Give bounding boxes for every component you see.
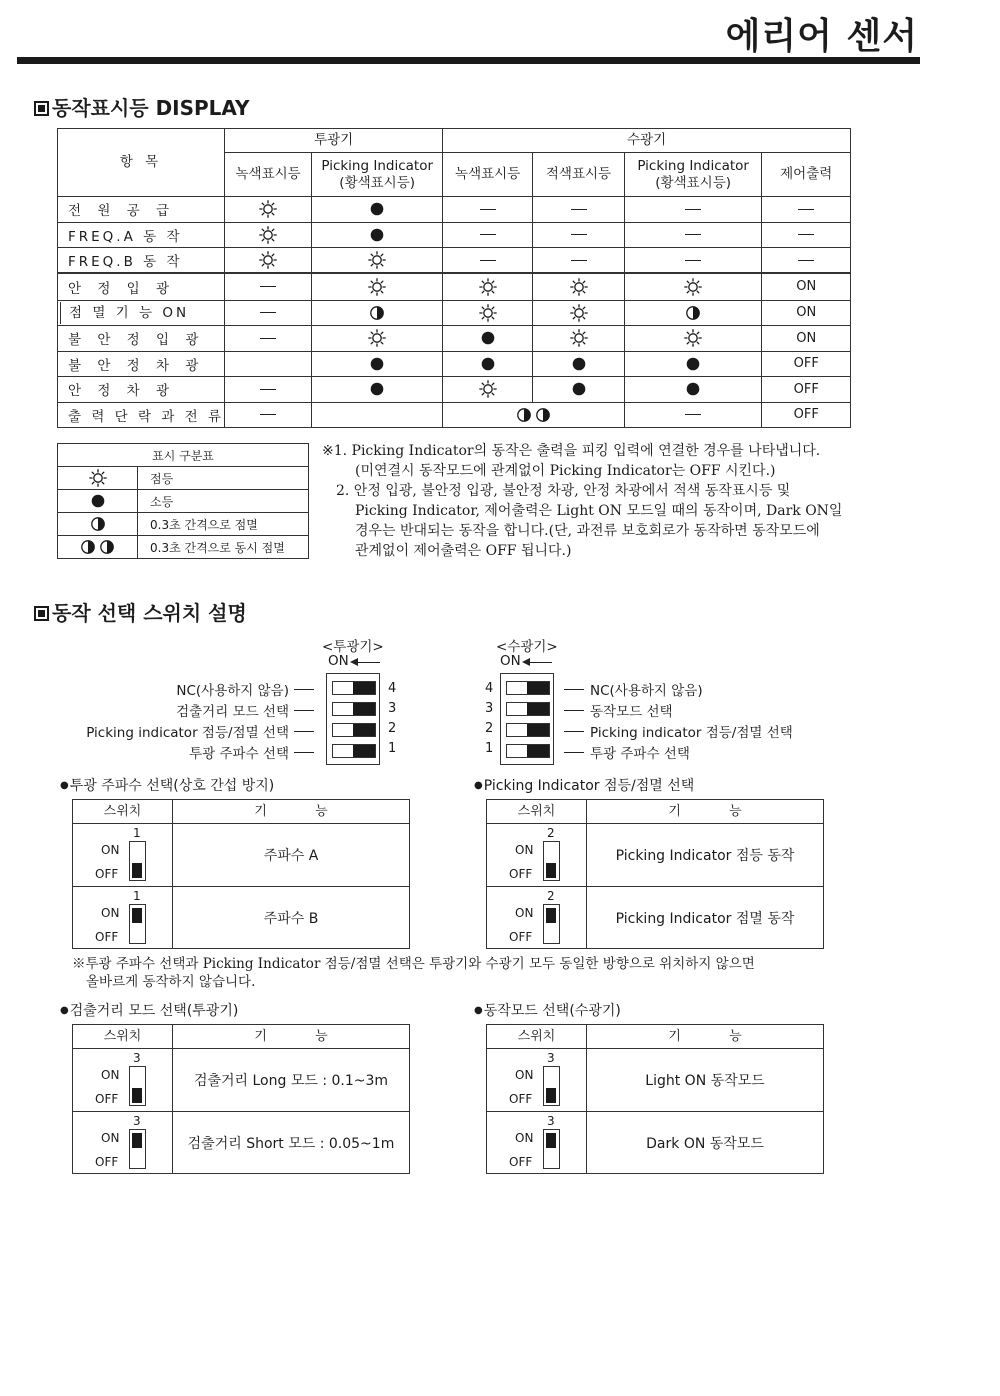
lamp-off-icon bbox=[684, 380, 702, 398]
dash-mark bbox=[260, 338, 276, 339]
cell-3 bbox=[533, 248, 625, 274]
dash-mark bbox=[685, 260, 701, 261]
header-emitter-picking: Picking Indicator (황색표시등) bbox=[312, 153, 443, 197]
table-row bbox=[58, 197, 851, 223]
receiver-switch-numbers: 4 3 2 1 bbox=[485, 681, 494, 756]
switch-table bbox=[486, 799, 824, 949]
dip-switch-off-icon bbox=[543, 841, 560, 881]
lamp-off-icon bbox=[89, 492, 107, 510]
header-item: 항 목 bbox=[58, 129, 225, 197]
switch-table-row: 2 ON OFF Picking Indicator 점멸 동작 bbox=[487, 886, 823, 948]
dip-switch-on-icon bbox=[129, 904, 146, 944]
header-receiver-red: 적색표시등 bbox=[533, 153, 625, 197]
legend-table bbox=[57, 443, 309, 559]
table-row bbox=[58, 222, 851, 248]
cell-output bbox=[762, 197, 851, 223]
switch-table-header: 스위치 기 능 bbox=[73, 1025, 409, 1049]
dip-switch-1 bbox=[506, 744, 550, 758]
table-row bbox=[58, 300, 851, 326]
dip-switch-3 bbox=[506, 702, 550, 716]
note-line: 2. 안정 입광, 불안정 입광, 불안정 차광, 안정 차광에서 적색 동작표시등 및 bbox=[336, 483, 791, 499]
row-label: 전 원 공 급 bbox=[58, 197, 225, 223]
dip-switch-3 bbox=[332, 702, 376, 716]
switch-table-header: 스위치 기 능 bbox=[73, 800, 409, 824]
arrow-left-icon bbox=[352, 662, 380, 663]
lamp-off-icon bbox=[368, 380, 386, 398]
legend-label: 점등 bbox=[138, 467, 309, 490]
dash-mark bbox=[260, 312, 276, 313]
emitter-label-nc: NC(사용하지 않음) bbox=[176, 683, 289, 699]
row-label: FREQ.A 동 작 bbox=[58, 222, 225, 248]
cell-4 bbox=[624, 326, 762, 352]
cell-emitter-green bbox=[225, 402, 312, 428]
leader-line bbox=[294, 731, 314, 732]
dash-mark bbox=[798, 260, 814, 261]
dash-mark bbox=[480, 209, 496, 210]
emitter-label-picking: Picking indicator 점등/점멸 선택 bbox=[86, 725, 289, 741]
legend-symbol bbox=[58, 536, 138, 559]
cell-3 bbox=[533, 326, 625, 352]
dash-mark bbox=[798, 209, 814, 210]
receiver-dip-switch bbox=[500, 673, 554, 765]
cell-2 bbox=[443, 300, 533, 326]
dash-mark bbox=[571, 260, 587, 261]
display-table bbox=[57, 128, 851, 428]
cell-1 bbox=[312, 248, 443, 274]
table-row bbox=[58, 377, 851, 403]
cell-output: ON bbox=[762, 326, 851, 352]
switch-section-heading: 동작 선택 스위치 설명 bbox=[34, 597, 247, 626]
note-line: 경우는 반대되는 동작을 합니다.(단, 과전류 보호회로가 동작하면 동작모드에 bbox=[355, 523, 820, 539]
dip-switch-2 bbox=[332, 723, 376, 737]
legend-symbol bbox=[58, 490, 138, 513]
cell-0 bbox=[225, 377, 312, 403]
legend-label: 0.3초 간격으로 동시 점멸 bbox=[138, 536, 309, 559]
cell-2 bbox=[443, 273, 533, 300]
cell-1 bbox=[312, 326, 443, 352]
emitter-label-frequency: 투광 주파수 선택 bbox=[189, 746, 289, 762]
lamp-off-icon bbox=[368, 226, 386, 244]
switch-table-header: 스위치 기 능 bbox=[487, 800, 823, 824]
cell-output bbox=[762, 248, 851, 274]
leader-line bbox=[294, 752, 314, 753]
dash-mark bbox=[685, 209, 701, 210]
header-receiver-picking: Picking Indicator (황색표시등) bbox=[624, 153, 762, 197]
lamp-off-icon bbox=[570, 380, 588, 398]
cell-output bbox=[762, 222, 851, 248]
leader-line bbox=[294, 689, 314, 690]
square-bullet-icon bbox=[34, 606, 49, 621]
dash-mark bbox=[798, 234, 814, 235]
table-row bbox=[58, 402, 851, 428]
lamp-off-icon bbox=[368, 355, 386, 373]
lamp-on-icon bbox=[684, 278, 702, 296]
display-section-heading: 동작표시등 DISPLAY bbox=[34, 92, 249, 121]
dip-switch-on-icon bbox=[543, 1129, 560, 1169]
title-rule bbox=[17, 57, 920, 64]
legend-symbol bbox=[58, 467, 138, 490]
cell-3 bbox=[533, 273, 625, 300]
cell-1 bbox=[312, 273, 443, 300]
switch-function: Picking Indicator 점등 동작 bbox=[615, 848, 795, 864]
lamp-on-icon bbox=[368, 278, 386, 296]
dash-mark bbox=[260, 286, 276, 287]
receiver-label-mode: 동작모드 선택 bbox=[590, 704, 673, 720]
legend-symbol bbox=[58, 513, 138, 536]
switch-table-row: 3 ON OFF Light ON 동작모드 bbox=[487, 1049, 823, 1111]
cell-1 bbox=[312, 222, 443, 248]
dip-switch-on-icon bbox=[543, 904, 560, 944]
dip-switch-off-icon bbox=[129, 1066, 146, 1106]
dip-switch-4 bbox=[506, 681, 550, 695]
legend-label: 0.3초 간격으로 점멸 bbox=[138, 513, 309, 536]
switch-table bbox=[72, 1024, 410, 1174]
dip-switch-on-icon bbox=[129, 1129, 146, 1169]
cell-1 bbox=[312, 197, 443, 223]
cell-0 bbox=[225, 273, 312, 300]
switch-warning: ※투광 주파수 선택과 Picking Indicator 점등/점멸 선택은 투광기와 수광기 모두 동일한 방향으로 위치하지 않으면 올바르게 동작하지 않습니다. bbox=[72, 956, 755, 990]
leader-line bbox=[564, 689, 584, 690]
row-label: 점 멸 기 능 ON bbox=[58, 300, 225, 326]
switch-table-title: ● 검출거리 모드 선택(투광기) bbox=[60, 1000, 238, 1020]
lamp-off-icon bbox=[479, 355, 497, 373]
legend-label: 소등 bbox=[138, 490, 309, 513]
switch-table-title: ● 투광 주파수 선택(상호 간섭 방지) bbox=[60, 775, 274, 795]
switch-function: 주파수 A bbox=[263, 848, 319, 864]
emitter-dip-switch bbox=[326, 673, 380, 765]
cell-output: ON bbox=[762, 300, 851, 326]
cell-0 bbox=[225, 222, 312, 248]
switch-table bbox=[72, 799, 410, 949]
lamp-on-icon bbox=[479, 380, 497, 398]
cell-1 bbox=[312, 300, 443, 326]
cell-output: OFF bbox=[762, 351, 851, 377]
cell-2 bbox=[443, 197, 533, 223]
note-line: (미연결시 동작모드에 관계없이 Picking Indicator는 OFF 시킨다.) bbox=[355, 463, 776, 479]
dip-switch-off-icon bbox=[129, 841, 146, 881]
display-notes bbox=[322, 441, 882, 561]
cell-0 bbox=[225, 300, 312, 326]
cell-output: ON bbox=[762, 273, 851, 300]
switch-function: 검출거리 Short 모드 : 0.05~1m bbox=[187, 1135, 395, 1152]
note-line: 관계없이 제어출력은 OFF 됩니다.) bbox=[355, 543, 572, 559]
row-label: FREQ.B 동 작 bbox=[58, 248, 225, 274]
cell-output: OFF bbox=[762, 377, 851, 403]
dip-switch-1 bbox=[332, 744, 376, 758]
cell-3 bbox=[533, 300, 625, 326]
dash-mark bbox=[571, 234, 587, 235]
lamp-off-icon bbox=[570, 355, 588, 373]
header-receiver-green: 녹색표시등 bbox=[443, 153, 533, 197]
receiver-label-picking: Picking indicator 점등/점멸 선택 bbox=[590, 725, 793, 741]
cell-0 bbox=[225, 248, 312, 274]
header-emitter-green: 녹색표시등 bbox=[225, 153, 312, 197]
cell-2 bbox=[443, 351, 533, 377]
dip-switch-off-icon bbox=[543, 1066, 560, 1106]
lamp-blink-icon bbox=[684, 304, 702, 322]
switch-table-row: 2 ON OFF Picking Indicator 점등 동작 bbox=[487, 824, 823, 886]
emitter-on-label: ON bbox=[328, 653, 349, 669]
cell-2 bbox=[443, 326, 533, 352]
lamp-blink-icon bbox=[89, 515, 107, 533]
leader-line bbox=[564, 731, 584, 732]
switch-function: Light ON 동작모드 bbox=[645, 1073, 765, 1089]
switch-table-row: 1 ON OFF 주파수 A bbox=[73, 824, 409, 886]
lamp-on-icon bbox=[259, 251, 277, 269]
dash-mark bbox=[260, 389, 276, 390]
lamp-on-icon bbox=[89, 469, 107, 487]
cell-2 bbox=[443, 248, 533, 274]
lamp-on-icon bbox=[479, 278, 497, 296]
dash-mark bbox=[480, 234, 496, 235]
dash-mark bbox=[260, 414, 276, 415]
dash-mark bbox=[685, 414, 701, 415]
lamp-on-icon bbox=[259, 200, 277, 218]
switch-function: 주파수 B bbox=[263, 910, 319, 927]
row-label: 안 정 차 광 bbox=[58, 377, 225, 403]
cell-0 bbox=[225, 351, 312, 377]
switch-table-title: ● Picking Indicator 점등/점멸 선택 bbox=[474, 775, 694, 795]
cell-4 bbox=[624, 351, 762, 377]
dash-mark bbox=[480, 260, 496, 261]
table-row bbox=[58, 326, 851, 352]
header-control-output: 제어출력 bbox=[762, 153, 851, 197]
dip-switch-4 bbox=[332, 681, 376, 695]
lamp-on-icon bbox=[684, 329, 702, 347]
square-bullet-icon bbox=[34, 101, 49, 116]
lamp-blink-icon bbox=[368, 304, 386, 322]
switch-function: 검출거리 Long 모드 : 0.1~3m bbox=[193, 1073, 389, 1089]
legend-row bbox=[58, 467, 309, 490]
switch-table-title: ● 동작모드 선택(수광기) bbox=[474, 1000, 621, 1020]
header-receiver: 수광기 bbox=[443, 129, 851, 153]
page-title: 에리어 센서 bbox=[725, 16, 918, 57]
row-label: 안 정 입 광 bbox=[58, 273, 225, 300]
legend-row bbox=[58, 536, 309, 559]
switch-table-row: 3 ON OFF 검출거리 Long 모드 : 0.1~3m bbox=[73, 1049, 409, 1111]
receiver-label-frequency: 투광 주파수 선택 bbox=[590, 746, 690, 762]
switch-table-row: 1 ON OFF 주파수 B bbox=[73, 886, 409, 948]
leader-line bbox=[564, 752, 584, 753]
cell-2 bbox=[443, 377, 533, 403]
dash-mark bbox=[685, 234, 701, 235]
legend-title: 표시 구분표 bbox=[58, 444, 309, 467]
cell-4 bbox=[624, 248, 762, 274]
emitter-diagram-title: <투광기> bbox=[322, 639, 384, 655]
cell-4 bbox=[624, 222, 762, 248]
lamp-on-icon bbox=[570, 278, 588, 296]
cell-receiver-picking bbox=[624, 402, 762, 428]
lamp-sync-blink-icon bbox=[79, 538, 116, 556]
row-label: 불 안 정 차 광 bbox=[58, 351, 225, 377]
lamp-off-icon bbox=[684, 355, 702, 373]
switch-function: Picking Indicator 점멸 동작 bbox=[615, 910, 795, 927]
lamp-off-icon bbox=[368, 200, 386, 218]
emitter-label-distance: 검출거리 모드 선택 bbox=[176, 704, 289, 720]
cell-2 bbox=[443, 222, 533, 248]
cell-3 bbox=[533, 377, 625, 403]
cell-0 bbox=[225, 326, 312, 352]
cell-emitter-picking bbox=[312, 402, 443, 428]
lamp-on-icon bbox=[570, 304, 588, 322]
cell-4 bbox=[624, 300, 762, 326]
note-line: ※1. Picking Indicator의 동작은 출력을 피킹 입력에 연결한 경우를 나타냅니다. bbox=[322, 443, 821, 459]
cell-3 bbox=[533, 197, 625, 223]
lamp-on-icon bbox=[570, 329, 588, 347]
arrow-left-icon bbox=[524, 662, 552, 663]
leader-line bbox=[564, 710, 584, 711]
dip-switch-2 bbox=[506, 723, 550, 737]
legend-row bbox=[58, 513, 309, 536]
receiver-label-nc: NC(사용하지 않음) bbox=[590, 683, 703, 699]
cell-receiver-green-red bbox=[443, 402, 625, 428]
switch-table-row: 3 ON OFF Dark ON 동작모드 bbox=[487, 1111, 823, 1173]
cell-3 bbox=[533, 351, 625, 377]
table-row bbox=[58, 273, 851, 300]
switch-table bbox=[486, 1024, 824, 1174]
dash-mark bbox=[571, 209, 587, 210]
switch-table-header: 스위치 기 능 bbox=[487, 1025, 823, 1049]
switch-table-row: 3 ON OFF 검출거리 Short 모드 : 0.05~1m bbox=[73, 1111, 409, 1173]
note-line: Picking Indicator, 제어출력은 Light ON 모드일 때의 동작이며, Dark ON일 bbox=[355, 503, 843, 519]
lamp-sync-blink-icon bbox=[515, 406, 552, 424]
emitter-switch-numbers: 4 3 2 1 bbox=[388, 681, 397, 756]
cell-4 bbox=[624, 377, 762, 403]
cell-3 bbox=[533, 222, 625, 248]
receiver-diagram-title: <수광기> bbox=[496, 639, 558, 655]
table-row bbox=[58, 248, 851, 274]
cell-1 bbox=[312, 377, 443, 403]
header-emitter: 투광기 bbox=[225, 129, 443, 153]
switch-function: Dark ON 동작모드 bbox=[646, 1135, 764, 1152]
row-label: 불 안 정 입 광 bbox=[58, 326, 225, 352]
cell-0 bbox=[225, 197, 312, 223]
table-row bbox=[58, 351, 851, 377]
cell-1 bbox=[312, 351, 443, 377]
lamp-on-icon bbox=[479, 304, 497, 322]
cell-output: OFF bbox=[762, 402, 851, 428]
lamp-off-icon bbox=[479, 329, 497, 347]
row-label: 출 력 단 락 과 전 류 bbox=[58, 402, 225, 428]
lamp-on-icon bbox=[368, 251, 386, 269]
lamp-on-icon bbox=[368, 329, 386, 347]
lamp-on-icon bbox=[259, 226, 277, 244]
cell-4 bbox=[624, 273, 762, 300]
legend-row bbox=[58, 490, 309, 513]
receiver-on-label: ON bbox=[500, 653, 521, 669]
leader-line bbox=[294, 710, 314, 711]
cell-4 bbox=[624, 197, 762, 223]
